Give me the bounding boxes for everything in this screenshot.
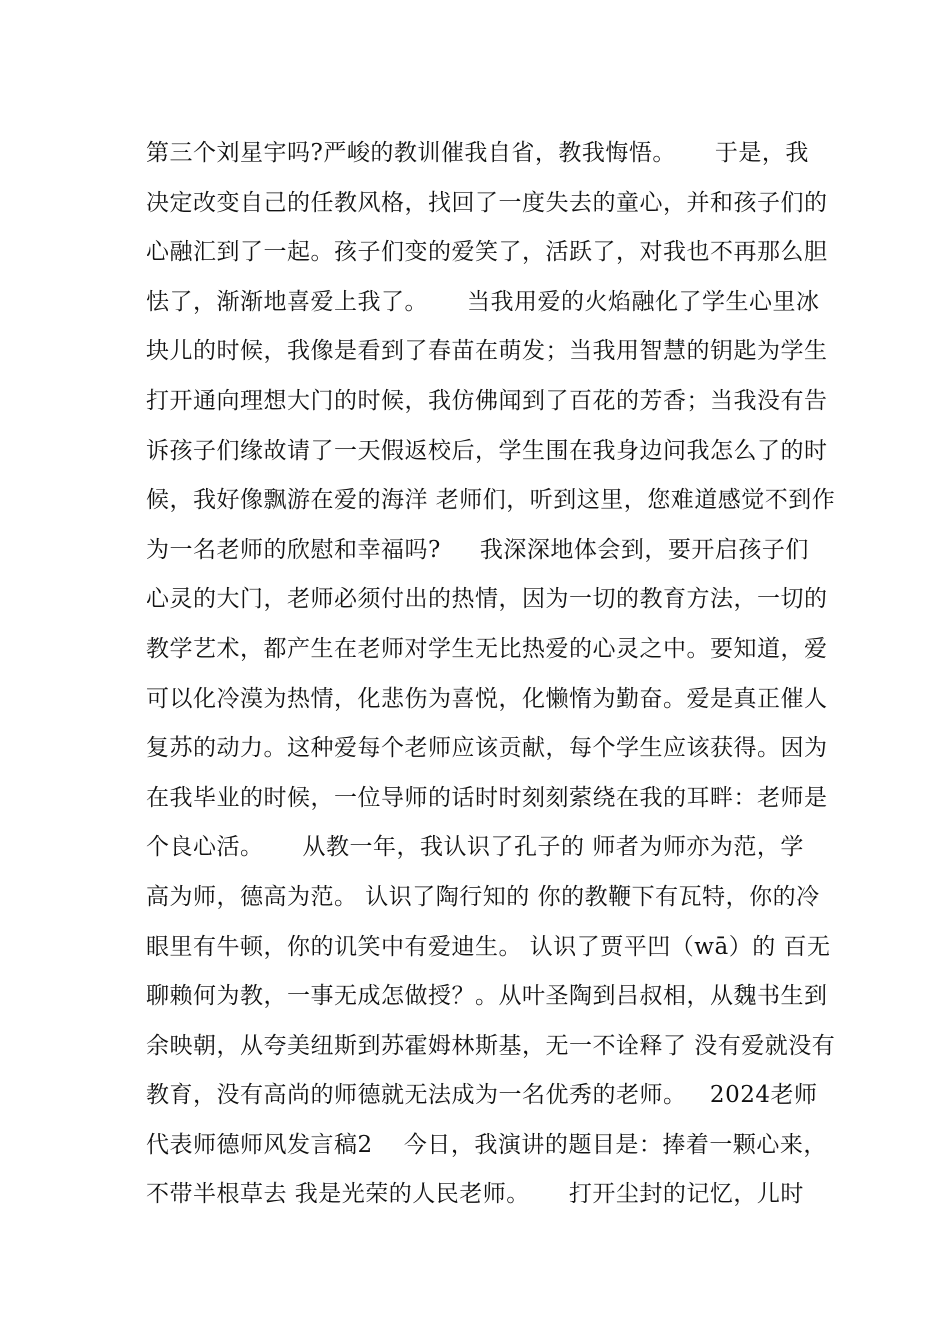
text-line: 为一名老师的欣慰和幸福吗? 我深深地体会到，要开启孩子们 [146,536,809,563]
text-line: 可以化冷漠为热情，化悲伤为喜悦，化懒惰为勤奋。爱是真正催人 [146,685,828,712]
text-line: 第三个刘星宇吗?严峻的教训催我自省，教我悔悟。 于是，我 [146,140,809,166]
text-line: 教育，没有高尚的师德就无法成为一名优秀的老师。 2024老师 [146,1082,818,1109]
text-line: 怯了，渐渐地喜爱上我了。 当我用爱的火焰融化了学生心里冰 [146,288,820,315]
text-line: 聊赖何为教，一事无成怎做授？。从叶圣陶到吕叔相，从魏书生到 [146,983,828,1010]
text-line: 复苏的动力。这种爱每个老师应该贡献，每个学生应该获得。因为 [146,735,828,762]
text-line: 候，我好像飘游在爱的海洋 老师们，听到这里，您难道感觉不到作 [146,487,836,514]
text-line: 教学艺术，都产生在老师对学生无比热爱的心灵之中。要知道，爱 [146,635,828,662]
text-line: 打开通向理想大门的时候，我仿佛闻到了百花的芳香；当我没有告 [146,387,828,414]
text-line: 个良心活。 从教一年，我认识了孔子的 师者为师亦为范，学 [146,834,804,861]
text-line: 代表师德师风发言稿2 今日，我演讲的题目是：捧着一颗心来， [146,1131,827,1158]
text-line: 不带半根草去 我是光荣的人民老师。 打开尘封的记忆，儿时 [146,1181,804,1208]
text-line: 诉孩子们缘故请了一天假返校后，学生围在我身边问我怎么了的时 [146,437,828,464]
text-line: 在我毕业的时候，一位导师的话时时刻刻萦绕在我的耳畔：老师是 [146,784,828,811]
body-text [146,132,836,1223]
text-line: 余映朝，从夸美纽斯到苏霍姆林斯基，无一不诠释了 没有爱就没有 [146,1032,836,1059]
text-line: 决定改变自己的任教风格，找回了一度失去的童心，并和孩子们的 [146,189,828,216]
text-line: 块儿的时候，我像是看到了春苗在萌发；当我用智慧的钥匙为学生 [146,338,828,365]
text-line: 高为师，德高为范。 认识了陶行知的 你的教鞭下有瓦特，你的冷 [146,883,820,910]
text-line: 心灵的大门，老师必须付出的热情，因为一切的教育方法，一切的 [146,586,828,613]
text-line: 眼里有牛顿，你的讥笑中有爱迪生。 认识了贾平凹（wā）的 百无 [146,933,831,960]
text-line: 心融汇到了一起。孩子们变的爱笑了，活跃了，对我也不再那么胆 [146,239,828,266]
